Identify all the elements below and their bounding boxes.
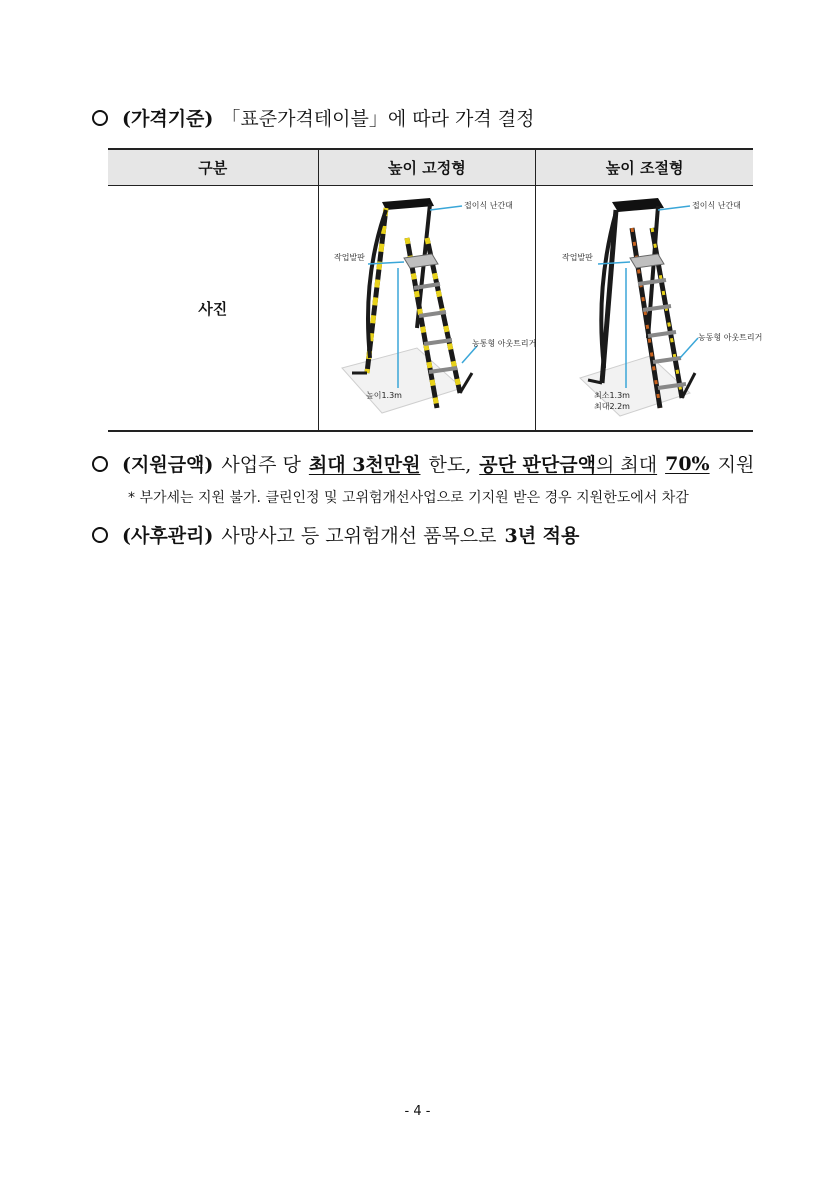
adjustable-height-min-label: 최소1.3m <box>593 391 630 400</box>
aftercare-term: 3년 적용 <box>504 525 580 547</box>
bullet-circle-icon <box>92 527 108 543</box>
price-criteria-line <box>92 104 534 131</box>
price-criteria-heading: (가격기준) <box>122 108 214 130</box>
support-max-amount: 최대 3천만원 <box>308 454 421 476</box>
support-text-4: 지원 <box>717 454 755 476</box>
header-category: 구분 <box>108 149 318 186</box>
support-amount-heading: (지원금액) <box>122 454 214 476</box>
price-criteria-text: 「표준가격테이블」에 따라 가격 결정 <box>221 108 535 130</box>
fixed-guard-label: 접이식 난간대 <box>463 201 513 210</box>
header-fixed-height: 높이 고정형 <box>318 149 536 186</box>
bullet-circle-icon <box>92 456 108 472</box>
table-header-row <box>108 149 753 186</box>
fixed-platform-label: 작업발판 <box>333 253 365 262</box>
vat-note: * 부가세는 지원 불가. 클린인정 및 고위험개선사업으로 기지원 받은 경우 지원한도에서 차감 <box>128 490 689 506</box>
adjustable-platform-label: 작업발판 <box>561 253 593 262</box>
support-agency-amount: 공단 판단금액 <box>479 454 596 476</box>
price-table <box>108 148 762 432</box>
support-text-3: 의 최대 <box>595 454 658 476</box>
adjustable-guard-label: 접이식 난간대 <box>691 201 741 210</box>
fixed-ladder-photo <box>322 188 537 428</box>
adjustable-ladder-photo <box>540 188 762 428</box>
adjustable-outrigger-label: 농동형 아웃트리거 <box>697 333 762 342</box>
aftercare-text: 사망사고 등 고위험개선 품목으로 <box>221 525 497 547</box>
header-adjustable-height: 높이 조절형 <box>536 149 753 186</box>
fixed-height-label: 높이1.3m <box>365 391 402 400</box>
fixed-outrigger-label: 농통형 아웃트리거 <box>471 339 537 348</box>
support-percent: 70% <box>665 452 710 475</box>
aftercare-line <box>92 521 579 548</box>
row-label-photo: 사진 <box>198 299 228 318</box>
aftercare-heading: (사후관리) <box>122 525 214 547</box>
table-row <box>108 186 753 432</box>
adjustable-height-max-label: 최대2.2m <box>593 402 630 411</box>
support-text-2: 한도, <box>428 454 472 476</box>
bullet-circle-icon <box>92 110 108 126</box>
page-number: - 4 - <box>404 1104 431 1119</box>
support-text-1: 사업주 당 <box>221 454 301 476</box>
support-amount-line <box>92 450 754 477</box>
